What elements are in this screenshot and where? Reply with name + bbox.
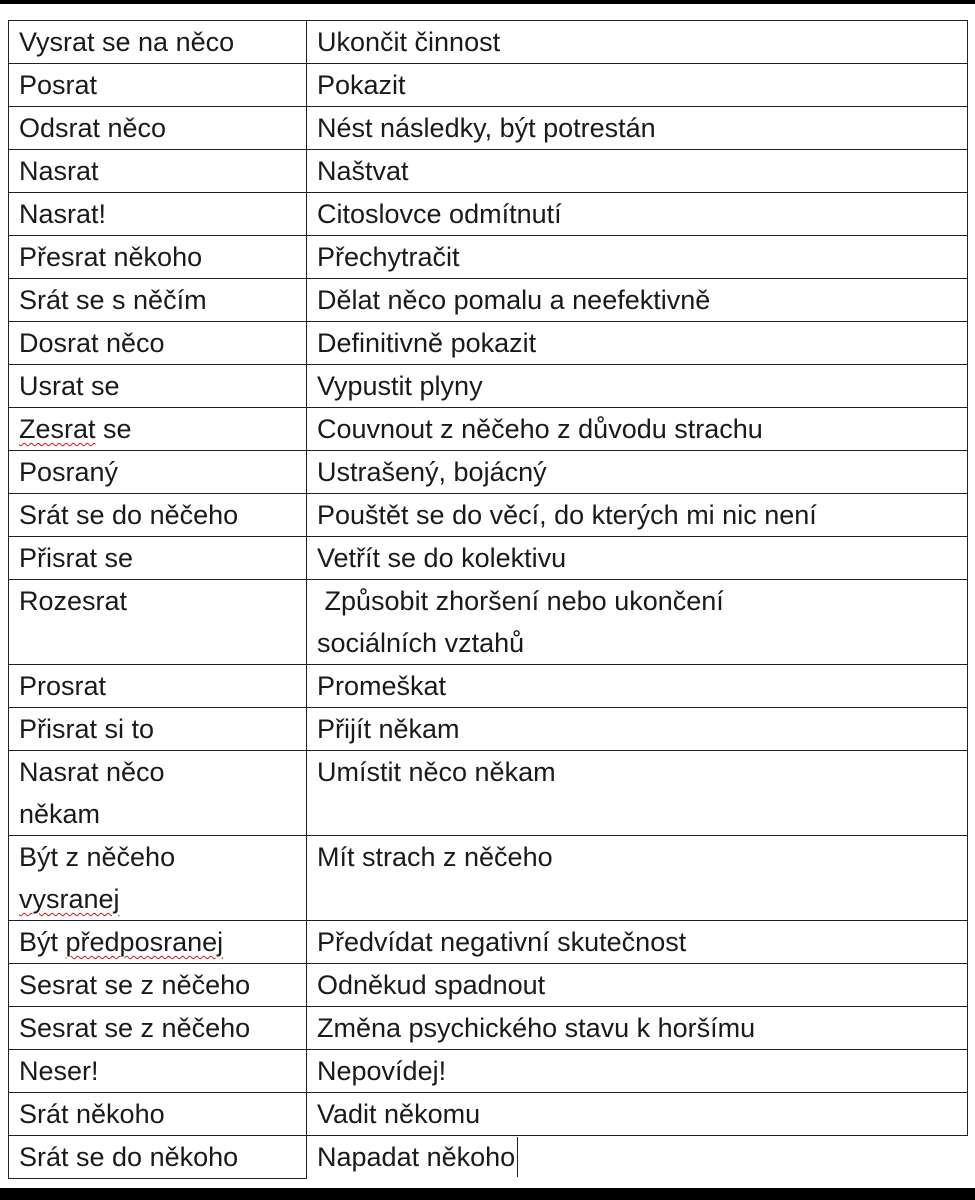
term-cell-rest: se — [95, 414, 132, 444]
top-border-bar — [0, 0, 975, 4]
bottom-border-bar — [0, 1188, 975, 1200]
term-cell: Dosrat něco — [9, 322, 307, 365]
term-cell: Vysrat se na něco — [9, 21, 307, 64]
table-row — [9, 21, 968, 64]
term-cell-start: Být z něčeho — [19, 842, 176, 872]
table-row — [9, 751, 968, 836]
term-cell: Posraný — [9, 451, 307, 494]
term-cell — [9, 921, 307, 964]
term-cell: Usrat se — [9, 365, 307, 408]
meaning-cell: Couvnout z něčeho z důvodu strachu — [307, 408, 968, 451]
table-row — [9, 665, 968, 708]
term-cell — [9, 836, 307, 921]
term-cell: Nasrat něco někam — [9, 751, 307, 836]
meaning-cell-text: Napadat někoho — [317, 1137, 518, 1177]
term-cell: Přesrat někoho — [9, 236, 307, 279]
meaning-cell — [307, 1136, 968, 1179]
table-row — [9, 580, 968, 665]
table-row — [9, 107, 968, 150]
term-cell: Rozesrat — [9, 580, 307, 665]
meaning-cell: Promeškat — [307, 665, 968, 708]
table-row — [9, 236, 968, 279]
table-row — [9, 708, 968, 751]
meaning-cell: Definitivně pokazit — [307, 322, 968, 365]
term-cell: Nasrat — [9, 150, 307, 193]
meaning-cell: Odněkud spadnout — [307, 964, 968, 1007]
meaning-cell: Nést následky, být potrestán — [307, 107, 968, 150]
meaning-cell: Vadit někomu — [307, 1093, 968, 1136]
table-row — [9, 451, 968, 494]
table-row — [9, 1050, 968, 1093]
table-row — [9, 494, 968, 537]
term-cell: Prosrat — [9, 665, 307, 708]
table-row — [9, 921, 968, 964]
table-row — [9, 964, 968, 1007]
meaning-cell: Citoslovce odmítnutí — [307, 193, 968, 236]
meaning-cell: Umístit něco někam — [307, 751, 968, 836]
spellcheck-flagged-word: Zesrat — [19, 414, 96, 444]
term-cell: Srát se do někoho — [9, 1136, 307, 1179]
term-cell: Nasrat! — [9, 193, 307, 236]
meaning-cell: Vetřít se do kolektivu — [307, 537, 968, 580]
table-row — [9, 1007, 968, 1050]
meaning-cell: Pouštět se do věcí, do kterých mi nic není — [307, 494, 968, 537]
term-cell: Neser! — [9, 1050, 307, 1093]
table-row — [9, 279, 968, 322]
meaning-cell: Nepovídej! — [307, 1050, 968, 1093]
spellcheck-flagged-word: vysranej — [19, 884, 120, 914]
meaning-cell: Pokazit — [307, 64, 968, 107]
table-row — [9, 1136, 968, 1179]
meaning-cell: Vypustit plyny — [307, 365, 968, 408]
meaning-cell: Přijít někam — [307, 708, 968, 751]
meaning-cell: Mít strach z něčeho — [307, 836, 968, 921]
table-row — [9, 64, 968, 107]
term-cell: Přisrat si to — [9, 708, 307, 751]
table-row — [9, 836, 968, 921]
table-row — [9, 322, 968, 365]
meaning-cell: Ukončit činnost — [307, 21, 968, 64]
term-cell-start: Být — [19, 927, 66, 957]
term-cell: Srát někoho — [9, 1093, 307, 1136]
term-cell — [9, 408, 307, 451]
term-cell: Přisrat se — [9, 537, 307, 580]
meaning-cell: Ustrašený, bojácný — [307, 451, 968, 494]
meaning-cell: Změna psychického stavu k horšímu — [307, 1007, 968, 1050]
table-row — [9, 193, 968, 236]
vocabulary-table — [8, 20, 968, 1179]
term-cell: Sesrat se z něčeho — [9, 1007, 307, 1050]
table-row — [9, 1093, 968, 1136]
term-cell: Srát se s něčím — [9, 279, 307, 322]
term-cell: Odsrat něco — [9, 107, 307, 150]
term-cell: Sesrat se z něčeho — [9, 964, 307, 1007]
table-row — [9, 150, 968, 193]
meaning-cell: Naštvat — [307, 150, 968, 193]
meaning-cell: Způsobit zhoršení nebo ukončení sociálních vztahů — [307, 580, 968, 665]
table-row — [9, 365, 968, 408]
spellcheck-flagged-word: předposranej — [65, 927, 224, 957]
table-row — [9, 408, 968, 451]
term-cell: Posrat — [9, 64, 307, 107]
meaning-cell: Předvídat negativní skutečnost — [307, 921, 968, 964]
table-row — [9, 537, 968, 580]
term-cell: Srát se do něčeho — [9, 494, 307, 537]
meaning-cell: Dělat něco pomalu a neefektivně — [307, 279, 968, 322]
meaning-cell: Přechytračit — [307, 236, 968, 279]
